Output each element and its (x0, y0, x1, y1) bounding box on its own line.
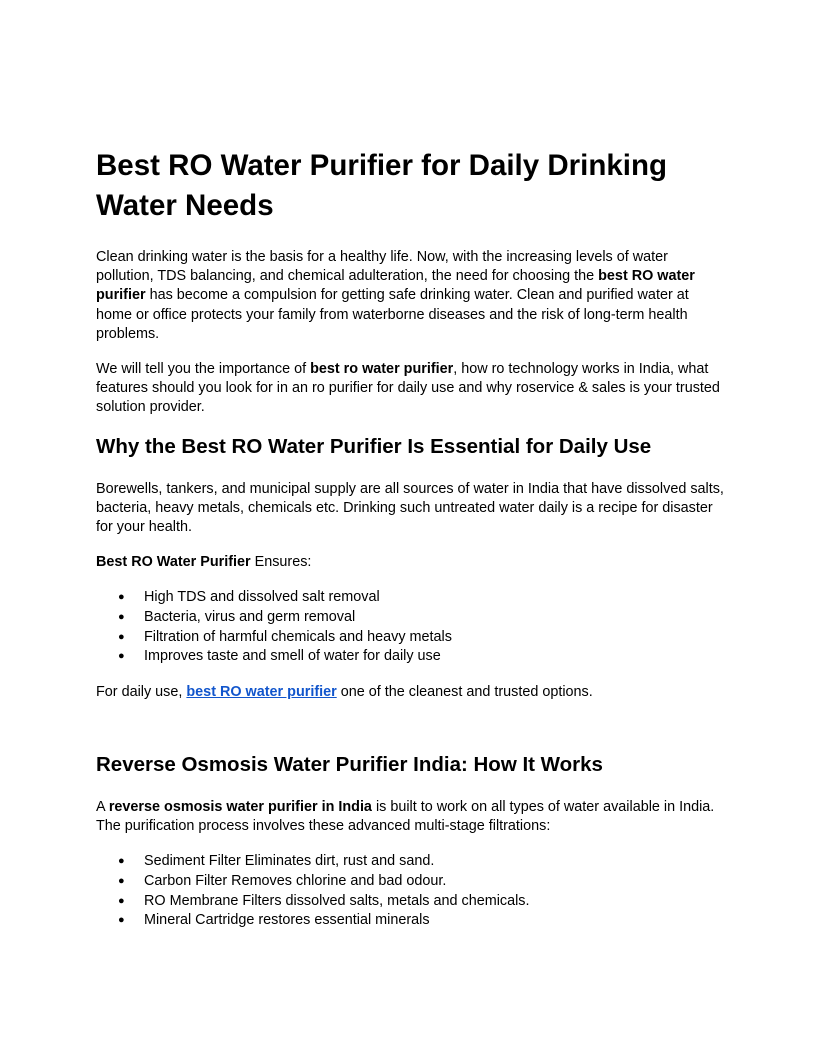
section-1-heading: Why the Best RO Water Purifier Is Essential for Daily Use (96, 434, 652, 458)
intro-p1-text-1: Clean drinking water is the basis for a healthy life. Now, with the increasing levels of water pollution, TDS balancing, and chemical adulteration, the need for choosing the (96, 249, 668, 285)
document-page (96, 146, 726, 947)
bullet-icon: ● (118, 630, 125, 643)
list-item (96, 608, 726, 628)
list-item-text: Sediment Filter Eliminates dirt, rust and sand. (144, 853, 435, 870)
list-item-text: Bacteria, virus and germ removal (144, 609, 356, 626)
section-2-text-2: is built to work on all types of water available in India. The purification process involves these advanced multi-stage filtrations: (96, 799, 715, 835)
list-item (96, 872, 726, 892)
intro-p1-bold: best RO water purifier (96, 268, 695, 304)
list-item (96, 892, 726, 912)
intro-p2-text-2: , how ro technology works in India, what features should you look for in an ro purifier for daily use and why roservice & sales is your trusted solution provider. (96, 361, 720, 416)
bullet-icon: ● (118, 894, 125, 907)
closing-text-2: one of the cleanest and trusted options. (336, 683, 593, 700)
ensures-text: Ensures: (250, 554, 312, 571)
ensures-list (96, 588, 726, 666)
bullet-icon: ● (118, 650, 125, 663)
intro-p1-text-2: has become a compulsion for getting safe drinking water. Clean and purified water at home or office protects your family from waterborne diseases and the risk of long-term health problems. (96, 287, 689, 342)
bullet-icon: ● (118, 914, 125, 927)
list-item-text: High TDS and dissolved salt removal (144, 589, 380, 606)
best-ro-purifier-link[interactable]: best RO water purifier (186, 683, 337, 700)
filtration-list (96, 852, 726, 930)
list-item-text: Filtration of harmful chemicals and heavy metals (144, 628, 452, 645)
intro-p2-bold: best ro water purifier (310, 361, 454, 378)
list-item (96, 628, 726, 648)
section-2-heading: Reverse Osmosis Water Purifier India: How It Works (96, 753, 603, 777)
closing-text-1: For daily use, (96, 683, 187, 700)
list-item (96, 911, 726, 931)
ensures-paragraph (96, 553, 726, 572)
list-item (96, 852, 726, 872)
intro-paragraph-1 (96, 248, 726, 344)
page-title: Best RO Water Purifier for Daily Drinking Water Needs (96, 149, 667, 222)
closing-paragraph (96, 683, 726, 702)
bullet-icon: ● (118, 591, 125, 604)
list-item (96, 647, 726, 667)
section-2-text-1: A (96, 799, 109, 816)
list-item (96, 588, 726, 608)
bullet-icon: ● (118, 875, 125, 888)
list-item-text: RO Membrane Filters dissolved salts, metals and chemicals. (144, 892, 530, 909)
ensures-bold: Best RO Water Purifier (96, 554, 251, 571)
intro-paragraph-2 (96, 360, 726, 418)
bullet-icon: ● (118, 611, 125, 624)
intro-p2-text-1: We will tell you the importance of (96, 361, 311, 378)
section-1-paragraph: Borewells, tankers, and municipal supply are all sources of water in India that have dissolved salts, bacteria, heavy metals, chemicals etc. Drinking such untreated water daily is a recipe for disaster for your health. (96, 480, 724, 536)
list-item-text: Mineral Cartridge restores essential minerals (144, 912, 430, 929)
list-item-text: Improves taste and smell of water for daily use (144, 648, 441, 665)
section-2-paragraph (96, 798, 726, 836)
list-item-text: Carbon Filter Removes chlorine and bad odour. (144, 873, 447, 890)
section-2-bold: reverse osmosis water purifier in India (108, 799, 372, 816)
bullet-icon: ● (118, 855, 125, 868)
